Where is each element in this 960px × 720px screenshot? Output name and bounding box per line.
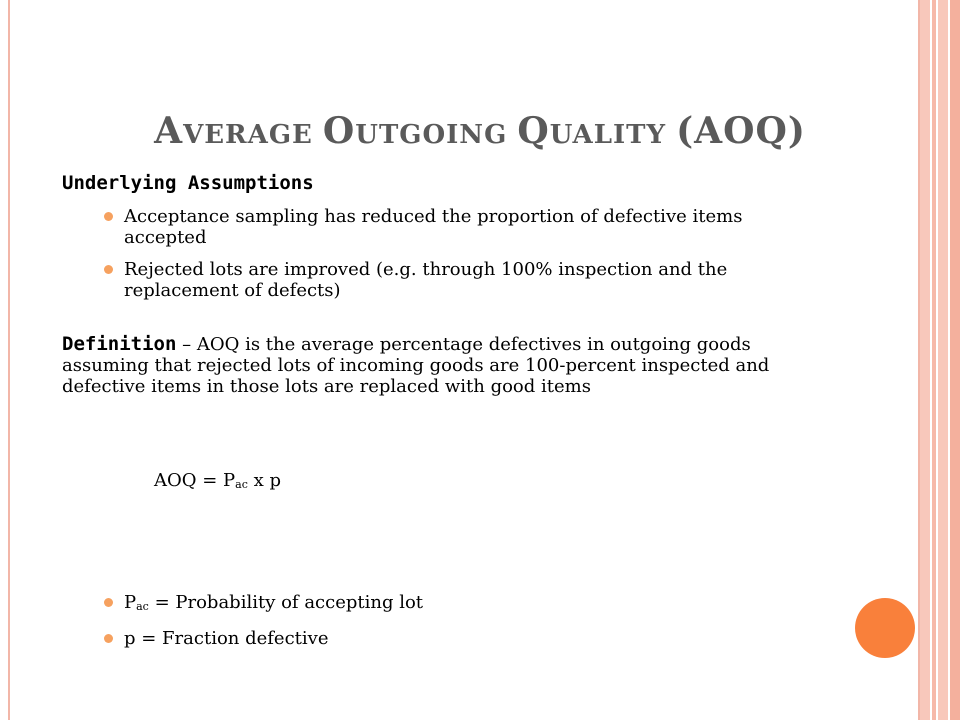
legend-list — [104, 592, 824, 660]
definition-label: Definition — [62, 333, 177, 355]
decorative-circle — [855, 598, 915, 658]
aoq-formula: AOQ = $P_{ac}$ x p — [154, 470, 281, 491]
side-decoration — [920, 0, 960, 720]
title-part: UTGOING — [355, 120, 518, 150]
bullet-icon — [104, 598, 113, 607]
title-part: A — [154, 110, 184, 152]
title-part: O — [322, 110, 356, 152]
slide-title — [0, 110, 960, 152]
list-item: p = Fraction defective — [104, 628, 824, 649]
bullet-icon — [104, 212, 113, 221]
title-part: VERAGE — [183, 120, 323, 150]
title-part: UALITY — [549, 120, 677, 150]
bullet-icon — [104, 265, 113, 274]
list-item: $P_{ac}$ = Probability of accepting lot — [104, 592, 824, 617]
definition-text: – AOQ is the average percentage defectives in outgoing goods assuming that rejected lots of incoming goods are 100-percent inspected and defective items in those lots are replaced with good items — [62, 334, 770, 397]
definition-paragraph — [62, 334, 822, 397]
bullet-icon — [104, 634, 113, 643]
title-part: (AOQ) — [676, 110, 806, 152]
title-part: Q — [517, 110, 550, 152]
assumptions-heading: Underlying Assumptions — [62, 172, 314, 194]
assumptions-list — [104, 206, 824, 312]
list-item: Rejected lots are improved (e.g. through 100% inspection and the replacement of defects) — [104, 259, 824, 301]
list-item: Acceptance sampling has reduced the proportion of defective items accepted — [104, 206, 824, 248]
